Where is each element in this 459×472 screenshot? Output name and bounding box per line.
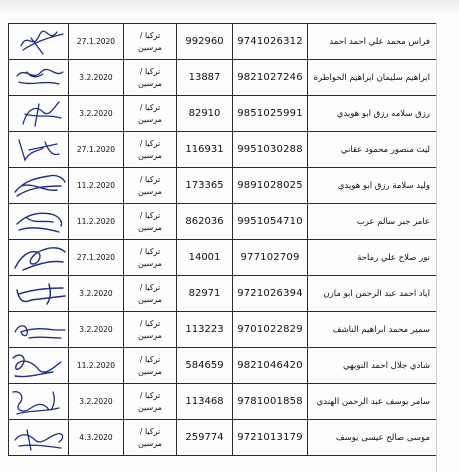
- name-cell: ليث منصور محمود عقاني: [308, 132, 437, 168]
- name-cell: سمير محمد ابراهيم الناشف: [308, 312, 437, 348]
- id-cell: 9821046420: [233, 348, 308, 384]
- table-row: [9, 420, 437, 456]
- passport-cell: 82910: [177, 96, 233, 132]
- date-cell: 11.2.2020: [69, 348, 124, 384]
- signature-cell: [9, 276, 69, 312]
- signature-1: [9, 24, 69, 59]
- signature-7: [9, 240, 69, 275]
- place-cell: تركيا / مرسين: [124, 132, 177, 168]
- date-cell: 27.1.2020: [69, 240, 124, 276]
- passport-cell: 992960: [177, 24, 233, 60]
- place-cell: تركيا / مرسين: [124, 420, 177, 456]
- table-row: [9, 312, 437, 348]
- passport-cell: 113468: [177, 384, 233, 420]
- id-cell: 9951030288: [233, 132, 308, 168]
- place-cell: تركيا / مرسين: [124, 384, 177, 420]
- signature-cell: [9, 96, 69, 132]
- signature-2: [9, 60, 69, 95]
- passport-cell: 82971: [177, 276, 233, 312]
- passport-cell: 116931: [177, 132, 233, 168]
- page-margin-line: [436, 23, 437, 472]
- id-cell: 9821027246: [233, 60, 308, 96]
- signature-cell: [9, 204, 69, 240]
- id-cell: 9891028025: [233, 168, 308, 204]
- signature-4: [9, 132, 69, 167]
- id-cell: 9721026394: [233, 276, 308, 312]
- date-cell: 3.2.2020: [69, 384, 124, 420]
- id-cell: 9741026312: [233, 24, 308, 60]
- name-cell: سامر يوسف عبد الرحمن الهندي: [308, 384, 437, 420]
- place-cell: تركيا / مرسين: [124, 348, 177, 384]
- travelers-table: [8, 23, 437, 456]
- signature-cell: [9, 132, 69, 168]
- date-cell: 3.2.2020: [69, 60, 124, 96]
- signature-cell: [9, 384, 69, 420]
- date-cell: 11.2.2020: [69, 168, 124, 204]
- id-cell: 9781001858: [233, 384, 308, 420]
- table-row: [9, 24, 437, 60]
- passport-cell: 13887: [177, 60, 233, 96]
- table-row: [9, 240, 437, 276]
- id-cell: 9701022829: [233, 312, 308, 348]
- signature-cell: [9, 240, 69, 276]
- signature-9: [9, 312, 69, 347]
- signature-cell: [9, 60, 69, 96]
- place-cell: تركيا / مرسين: [124, 24, 177, 60]
- passport-cell: 862036: [177, 204, 233, 240]
- date-cell: 27.1.2020: [69, 132, 124, 168]
- passport-cell: 584659: [177, 348, 233, 384]
- passport-cell: 173365: [177, 168, 233, 204]
- name-cell: شادي جلال احمد النويهي: [308, 348, 437, 384]
- name-cell: اياد احمد عبد الرحمن ابو مازن: [308, 276, 437, 312]
- place-cell: تركيا / مرسين: [124, 60, 177, 96]
- signature-8: [9, 276, 69, 311]
- id-cell: 9721013179: [233, 420, 308, 456]
- id-cell: 9851025991: [233, 96, 308, 132]
- place-cell: تركيا / مرسين: [124, 312, 177, 348]
- signature-cell: [9, 348, 69, 384]
- name-cell: رزق سلامه رزق ابو هويدي: [308, 96, 437, 132]
- signature-10: [9, 348, 69, 383]
- passport-cell: 14001: [177, 240, 233, 276]
- name-cell: موسى صالح عيسى يوسف: [308, 420, 437, 456]
- name-cell: وليد سلامة رزق ابو هويدي: [308, 168, 437, 204]
- name-cell: ابراهيم سليمان ابراهيم الخواطرة: [308, 60, 437, 96]
- signature-6: [9, 204, 69, 239]
- table-row: [9, 348, 437, 384]
- date-cell: 3.2.2020: [69, 96, 124, 132]
- date-cell: 3.2.2020: [69, 312, 124, 348]
- signature-11: [9, 384, 69, 419]
- table-row: [9, 60, 437, 96]
- name-cell: فراس محمد علي احمد احمد: [308, 24, 437, 60]
- name-cell: نور صلاح علي رماحة: [308, 240, 437, 276]
- signature-12: [9, 420, 69, 455]
- date-cell: 27.1.2020: [69, 24, 124, 60]
- table-row: [9, 96, 437, 132]
- date-cell: 3.2.2020: [69, 276, 124, 312]
- signature-3: [9, 96, 69, 131]
- table-row: [9, 384, 437, 420]
- date-cell: 4.3.2020: [69, 420, 124, 456]
- table-row: [9, 168, 437, 204]
- id-cell: 977102709: [233, 240, 308, 276]
- signature-cell: [9, 168, 69, 204]
- signature-5: [9, 168, 69, 203]
- page-top-edge: [0, 0, 459, 14]
- signature-cell: [9, 24, 69, 60]
- place-cell: تركيا / مرسين: [124, 168, 177, 204]
- passport-cell: 113223: [177, 312, 233, 348]
- place-cell: تركيا / مرسين: [124, 204, 177, 240]
- table-row: [9, 132, 437, 168]
- id-cell: 9951054710: [233, 204, 308, 240]
- table-row: [9, 276, 437, 312]
- place-cell: تركيا / مرسين: [124, 276, 177, 312]
- name-cell: عامر جبر سالم عرب: [308, 204, 437, 240]
- date-cell: 11.2.2020: [69, 204, 124, 240]
- passport-cell: 259774: [177, 420, 233, 456]
- signature-cell: [9, 420, 69, 456]
- place-cell: تركيا / مرسين: [124, 240, 177, 276]
- place-cell: تركيا / مرسين: [124, 96, 177, 132]
- signature-cell: [9, 312, 69, 348]
- table-row: [9, 204, 437, 240]
